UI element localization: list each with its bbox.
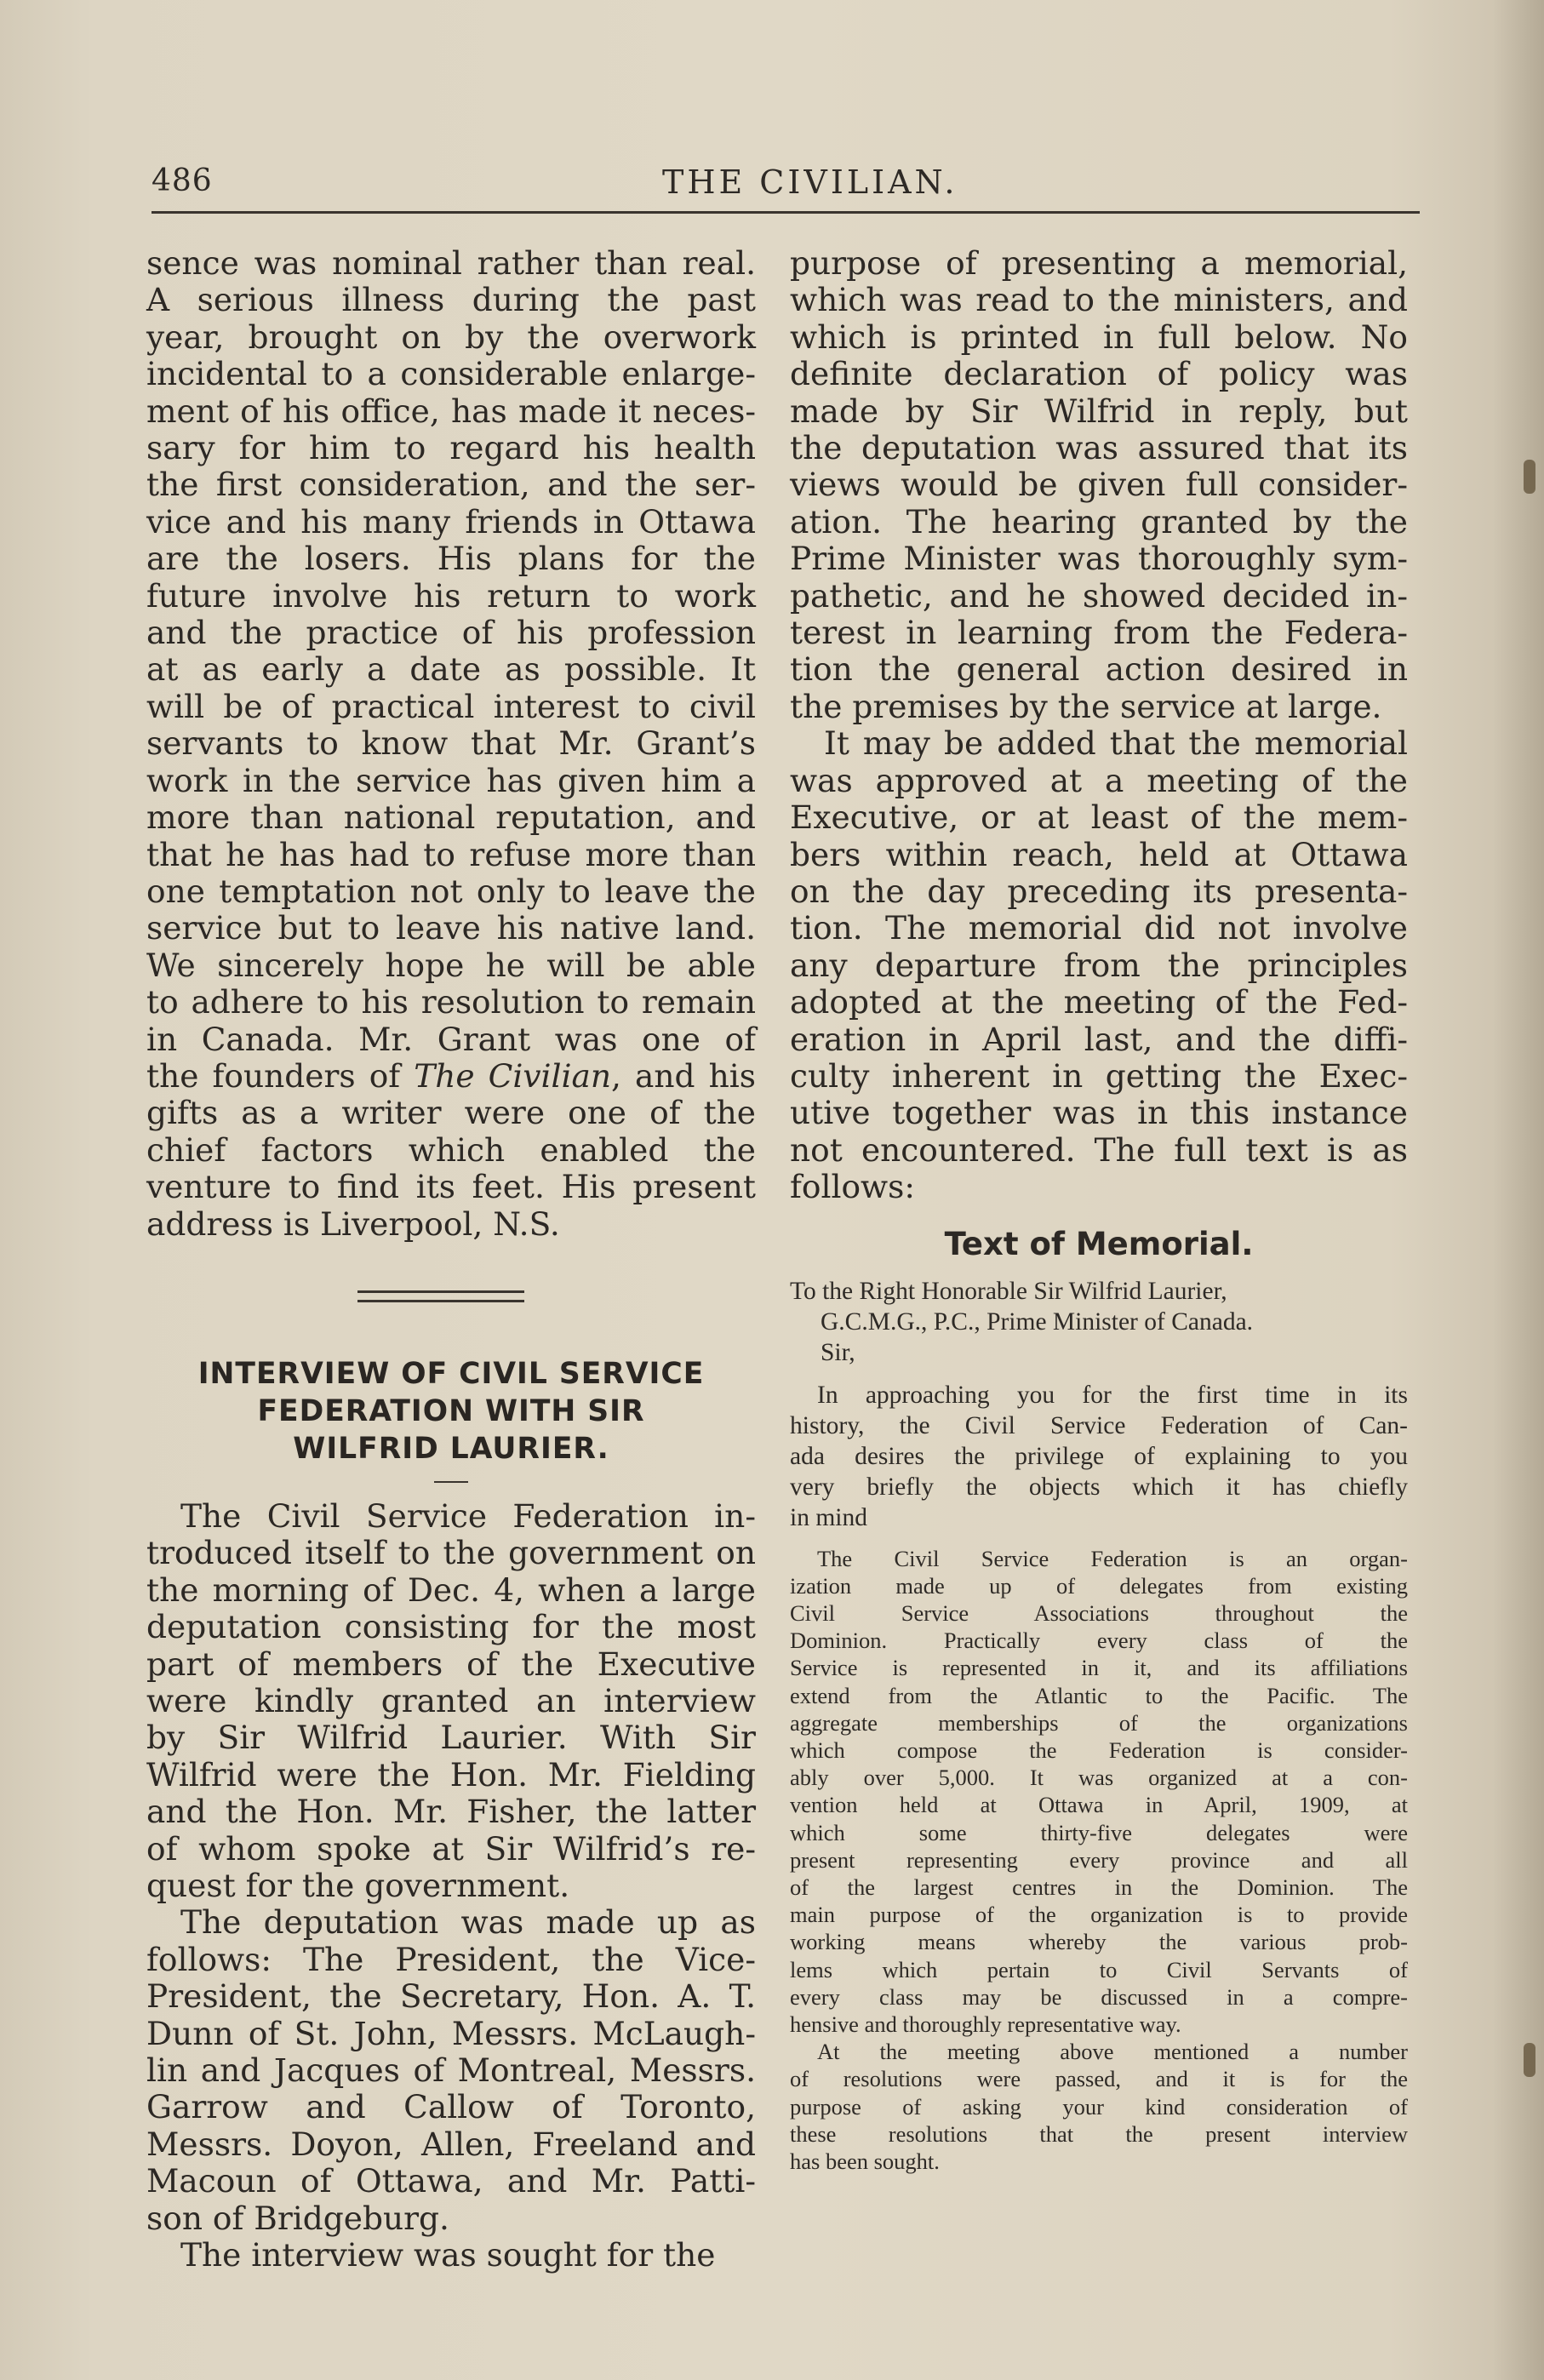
text-line: which some thirty-five delegates were	[790, 1819, 1408, 1845]
text-line: will be of practical interest to civil	[146, 687, 756, 725]
left-paragraph-1	[146, 245, 756, 1243]
text-line: ably over 5,000. It was organized at a con-	[790, 1765, 1408, 1791]
text-line: lin and Jacques of Montreal, Messrs.	[146, 2051, 756, 2090]
text-line: sary for him to regard his health	[146, 429, 756, 467]
text-line: very briefly the objects which it has chiefly	[790, 1473, 1408, 1501]
text-line: Garrow and Callow of Toronto,	[146, 2088, 756, 2126]
text-line: vice and his many friends in Ottawa	[146, 502, 756, 541]
text-line: utive together was in this instance	[790, 1094, 1408, 1132]
page-header	[152, 160, 1420, 214]
memorial-paragraph-3	[790, 2038, 1408, 2175]
text-line: and the practice of his profession	[146, 614, 756, 652]
text-line: deputation consisting for the most	[146, 1608, 756, 1646]
text-line: eration in April last, and the diffi-	[790, 1020, 1408, 1058]
right-paragraph-2	[790, 725, 1408, 1205]
binding-shadow	[1493, 0, 1544, 2380]
text-line: of whom spoke at Sir Wilfrid’s re-	[146, 1829, 756, 1868]
text-line: address is Liverpool, N.S.	[146, 1204, 560, 1243]
text-line: service but to leave his native land.	[146, 909, 756, 947]
text-line: It may be added that the memorial	[824, 724, 1408, 763]
left-paragraph-2	[146, 1498, 756, 1904]
addressee-line: To the Right Honorable Sir Wilfrid Laurier,	[790, 1277, 1227, 1305]
text-line: hensive and thoroughly representative way.	[790, 2011, 1181, 2038]
page-number: 486	[152, 163, 213, 198]
text-line: troduced itself to the government on	[146, 1534, 756, 1572]
text-line: has been sought.	[790, 2148, 940, 2175]
text-line: tion the general action desired in	[790, 650, 1408, 689]
text-line: in Canada. Mr. Grant was one of	[146, 1020, 756, 1058]
binding-clip	[1524, 2043, 1535, 2077]
text-line: made by Sir Wilfrid in reply, but	[790, 392, 1408, 430]
text-line: We sincerely hope he will be able	[146, 946, 756, 984]
text-line: The deputation was made up as	[180, 1903, 756, 1942]
text-line: were kindly granted an interview	[146, 1682, 756, 1719]
text-line: definite declaration of policy was	[790, 355, 1408, 393]
text-line: the founders of The Civilian, and his	[146, 1056, 756, 1095]
memorial-paragraph-1	[790, 1380, 1408, 1533]
text-line: which is printed in full below. No	[790, 318, 1408, 356]
text-line: lems which pertain to Civil Servants of	[790, 1956, 1408, 1982]
running-head: THE CIVILIAN.	[662, 163, 958, 201]
section-divider	[357, 1290, 524, 1302]
text-line: these resolutions that the present interview	[790, 2120, 1408, 2147]
binding-clip	[1524, 460, 1535, 494]
text-line: gifts as a writer were one of the	[146, 1094, 756, 1132]
text-line: quest for the government.	[146, 1867, 570, 1905]
text-line: son of Bridgeburg.	[146, 2199, 449, 2237]
text-line: at as early a date as possible. It	[146, 650, 756, 689]
text-line: to adhere to his resolution to remain	[146, 983, 756, 1021]
headline-line: WILFRID LAURIER.	[293, 1431, 609, 1466]
text-line: of resolutions were passed, and it is for the	[790, 2066, 1408, 2092]
text-line: in mind	[790, 1503, 867, 1531]
text-line: aggregate memberships of the organizations	[790, 1709, 1408, 1736]
text-line: Executive, or at least of the mem-	[790, 798, 1408, 837]
text-line: more than national reputation, and	[146, 798, 756, 837]
memorial-addressee	[790, 1276, 1408, 1368]
text-line: the deputation was assured that its	[790, 429, 1408, 467]
text-line: by Sir Wilfrid Laurier. With Sir	[146, 1719, 756, 1757]
text-line: the morning of Dec. 4, when a large	[146, 1570, 756, 1609]
text-line: one temptation not only to leave the	[146, 872, 756, 910]
text-line: pathetic, and he showed decided in-	[790, 576, 1408, 615]
text-line: The Civil Service Federation is an organ-	[817, 1545, 1408, 1571]
text-line: part of members of the Executive	[146, 1645, 756, 1683]
text-line: incidental to a considerable enlarge-	[146, 355, 756, 393]
text-line: that he has had to refuse more than	[146, 835, 756, 873]
text-line: the first consideration, and the ser-	[146, 466, 756, 504]
text-line: views would be given full consider-	[790, 466, 1408, 504]
left-column	[146, 245, 756, 2274]
left-paragraph-3	[146, 1904, 756, 2237]
right-paragraph-1	[790, 245, 1408, 725]
text-line: culty inherent in getting the Exec-	[790, 1056, 1408, 1095]
text-line: sence was nominal rather than real.	[146, 244, 756, 282]
text-line: A serious illness during the past	[146, 281, 756, 319]
text-line: working means whereby the various prob-	[790, 1929, 1408, 1955]
text-line: every class may be discussed in a compre-	[790, 1983, 1408, 2010]
memorial-salutation: Sir,	[821, 1338, 855, 1366]
text-line: was approved at a meeting of the	[790, 761, 1408, 799]
text-line: servants to know that Mr. Grant’s	[146, 724, 756, 763]
text-line: President, the Secretary, Hon. A. T.	[146, 1977, 756, 2016]
addressee-line: G.C.M.G., P.C., Prime Minister of Canada.	[821, 1307, 1254, 1336]
text-line: bers within reach, held at Ottawa	[790, 835, 1408, 873]
text-line: main purpose of the organization is to provide	[790, 1902, 1408, 1928]
text-line: Dominion. Practically every class of the	[790, 1628, 1408, 1654]
text-line: work in the service has given him a	[146, 761, 756, 799]
text-line: ization made up of delegates from existing	[790, 1572, 1408, 1599]
left-paragraph-4	[146, 2237, 756, 2274]
text-line: ation. The hearing granted by the	[790, 502, 1408, 541]
text-line: vention held at Ottawa in April, 1909, at	[790, 1792, 1408, 1818]
text-line: chief factors which enabled the	[146, 1130, 756, 1169]
text-line: terest in learning from the Federa-	[790, 614, 1408, 652]
text-line: At the meeting above mentioned a number	[817, 2039, 1408, 2065]
text-line: follows: The President, the Vice-	[146, 1940, 756, 1978]
text-line: history, the Civil Service Federation of Can-	[790, 1411, 1408, 1439]
text-line: Macoun of Ottawa, and Mr. Patti-	[146, 2162, 756, 2200]
headline-line: INTERVIEW OF CIVIL SERVICE	[197, 1356, 705, 1391]
headline-line: FEDERATION WITH SIR	[257, 1393, 645, 1428]
text-line: The Civil Service Federation in-	[180, 1496, 756, 1535]
text-line: purpose of presenting a memorial,	[790, 244, 1408, 282]
article-headline	[146, 1355, 756, 1467]
text-line: which was read to the ministers, and	[790, 281, 1408, 319]
right-column	[790, 245, 1408, 2175]
text-line: adopted at the meeting of the Fed-	[790, 983, 1408, 1021]
text-line: Wilfrid were the Hon. Mr. Fielding	[146, 1755, 756, 1794]
text-line: follows:	[790, 1168, 915, 1206]
text-line: Dunn of St. John, Messrs. McLaugh-	[146, 2014, 756, 2052]
text-line: of the largest centres in the Dominion. The	[790, 1874, 1408, 1900]
text-line: Messrs. Doyon, Allen, Freeland and	[146, 2125, 756, 2163]
text-line: future involve his return to work	[146, 576, 756, 615]
text-line: purpose of asking your kind consideration of	[790, 2093, 1408, 2120]
text-line: year, brought on by the overwork	[146, 318, 756, 356]
text-line: ment of his office, has made it neces-	[146, 392, 756, 430]
text-line: any departure from the principles	[790, 946, 1408, 984]
text-line: The interview was sought for the	[180, 2236, 716, 2274]
text-line: ada desires the privilege of explaining to you	[790, 1442, 1408, 1470]
text-line: on the day preceding its presenta-	[790, 872, 1408, 910]
headline-rule	[434, 1481, 468, 1483]
text-line: and the Hon. Mr. Fisher, the latter	[146, 1793, 756, 1831]
text-line: Prime Minister was thoroughly sym-	[790, 540, 1408, 578]
text-line: not encountered. The full text is as	[790, 1130, 1408, 1169]
text-line: venture to find its feet. His present	[146, 1168, 756, 1206]
text-line: extend from the Atlantic to the Pacific. The	[790, 1682, 1408, 1708]
memorial-subheading: Text of Memorial.	[944, 1225, 1254, 1262]
text-line: Civil Service Associations throughout the	[790, 1599, 1408, 1626]
text-line: which compose the Federation is consider-	[790, 1736, 1408, 1763]
text-line: present representing every province and all	[790, 1846, 1408, 1873]
text-line: In approaching you for the first time in its	[817, 1381, 1408, 1409]
text-line: tion. The memorial did not involve	[790, 909, 1408, 947]
text-line: the premises by the service at large.	[790, 687, 1382, 725]
text-line: Service is represented in it, and its affiliations	[790, 1655, 1408, 1681]
text-line: are the losers. His plans for the	[146, 540, 756, 578]
memorial-paragraph-2	[790, 1545, 1408, 2039]
